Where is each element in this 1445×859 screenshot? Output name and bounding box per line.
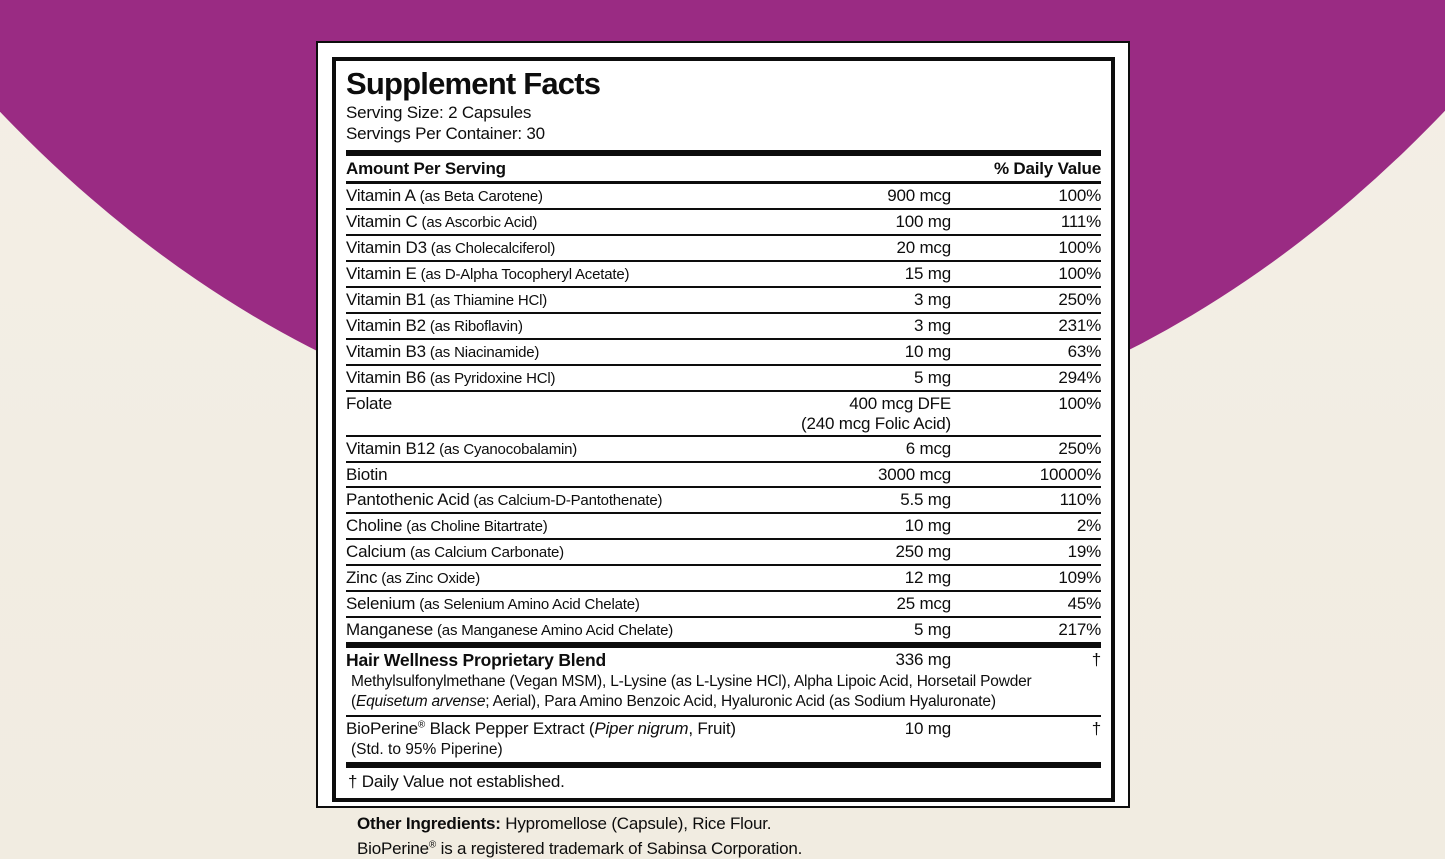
nutrient-amount: 3 mg <box>914 289 951 309</box>
nutrient-daily-value: 231% <box>1058 315 1101 335</box>
nutrient-amount: 400 mcg DFE (240 mcg Folic Acid) <box>801 393 951 433</box>
nutrient-daily-value: 100% <box>1058 393 1101 413</box>
other-ingredients-label: Other Ingredients: <box>357 813 501 833</box>
nutrient-amount: 5 mg <box>914 367 951 387</box>
bioperine-botanical-name: Piper nigrum <box>594 718 689 738</box>
nutrient-amount: 100 mg <box>895 211 951 231</box>
nutrient-name: Vitamin C (as Ascorbic Acid) <box>346 211 538 231</box>
bioperine-amount: 10 mg <box>904 718 951 738</box>
nutrient-row <box>346 461 1101 486</box>
other-ingredients-text: Hypromellose (Capsule), Rice Flour. <box>500 813 772 833</box>
bioperine-dv: † <box>1091 718 1101 738</box>
nutrient-daily-value: 45% <box>1067 593 1101 613</box>
nutrient-name: Vitamin D3 (as Cholecalciferol) <box>346 237 556 257</box>
nutrient-name: Selenium (as Selenium Amino Acid Chelate) <box>346 593 640 613</box>
nutrient-row <box>346 486 1101 512</box>
nutrient-row <box>346 538 1101 564</box>
nutrient-name: Vitamin E (as D-Alpha Tocopheryl Acetate) <box>346 263 630 283</box>
nutrient-amount: 250 mg <box>895 541 951 561</box>
nutrient-name: Vitamin B3 (as Niacinamide) <box>346 341 540 361</box>
registered-mark: ® <box>417 718 426 730</box>
nutrient-daily-value: 250% <box>1058 289 1101 309</box>
nutrient-amount: 15 mg <box>904 263 951 283</box>
column-headers <box>346 156 1101 184</box>
nutrient-daily-value: 111% <box>1060 211 1101 231</box>
nutrient-amount: 25 mcg <box>896 593 951 613</box>
servings-per-container: Servings Per Container: 30 <box>346 124 545 144</box>
trademark-brand: BioPerine <box>357 839 429 859</box>
nutrient-amount: 5 mg <box>914 619 951 639</box>
nutrient-name: Vitamin B6 (as Pyridoxine HCl) <box>346 367 556 387</box>
nutrient-row <box>346 338 1101 364</box>
nutrient-row <box>346 512 1101 538</box>
nutrient-name: Vitamin B12 (as Cyanocobalamin) <box>346 438 578 458</box>
other-ingredients-line <box>357 811 1115 837</box>
nutrient-daily-value: 110% <box>1059 489 1101 509</box>
nutrient-name: Vitamin B1 (as Thiamine HCl) <box>346 289 548 309</box>
bioperine-text: , Fruit) <box>688 718 736 738</box>
bioperine-row <box>346 717 1101 740</box>
nutrient-name: Folate <box>346 393 393 413</box>
nutrient-row <box>346 435 1101 461</box>
nutrient-daily-value: 217% <box>1058 619 1101 639</box>
nutrient-daily-value: 10000% <box>1039 464 1101 484</box>
nutrient-daily-value: 2% <box>1076 515 1101 535</box>
nutrient-row <box>346 364 1101 390</box>
blend-name: Hair Wellness Proprietary Blend <box>346 649 606 670</box>
nutrient-daily-value: 100% <box>1058 263 1101 283</box>
registered-mark: ® <box>428 839 437 851</box>
blend-dv: † <box>1091 649 1101 669</box>
bioperine-name <box>346 719 791 739</box>
nutrient-name: Biotin <box>346 464 388 484</box>
nutrient-name: Zinc (as Zinc Oxide) <box>346 567 480 587</box>
bioperine-brand: BioPerine <box>346 718 418 738</box>
nutrient-name: Vitamin B2 (as Riboflavin) <box>346 315 523 335</box>
label-footer <box>332 802 1115 859</box>
nutrient-amount: 3 mg <box>914 315 951 335</box>
nutrient-name: Vitamin A (as Beta Carotene) <box>346 185 543 205</box>
nutrient-amount: 3000 mcg <box>877 464 951 484</box>
daily-value-footnote: † Daily Value not established. <box>348 771 565 791</box>
panel-title: Supplement Facts <box>346 66 601 101</box>
supplement-facts-label <box>316 41 1130 859</box>
nutrient-row <box>346 208 1101 234</box>
nutrient-row <box>346 616 1101 642</box>
nutrient-row <box>346 286 1101 312</box>
nutrient-daily-value: 294% <box>1058 367 1101 387</box>
blend-ingredients <box>346 672 1101 715</box>
nutrient-row <box>346 234 1101 260</box>
nutrient-amount: 10 mg <box>904 341 951 361</box>
nutrient-amount: 900 mcg <box>887 185 951 205</box>
nutrient-daily-value: 250% <box>1058 438 1101 458</box>
blend-ingredients-text: Methylsulfonylmethane (Vegan MSM), L-Lysine (as L-Lysine HCl), Alpha Lipoic Acid, Horsetail Powder ( <box>351 672 1032 710</box>
nutrient-row <box>346 260 1101 286</box>
nutrient-daily-value: 63% <box>1067 341 1101 361</box>
nutrient-row <box>346 390 1101 435</box>
nutrient-amount: 5.5 mg <box>900 489 951 509</box>
nutrient-rows <box>346 184 1101 642</box>
bioperine-text: Black Pepper Extract ( <box>425 718 595 738</box>
nutrient-amount: 6 mcg <box>905 438 951 458</box>
nutrient-daily-value: 100% <box>1058 237 1101 257</box>
nutrient-amount: 12 mg <box>904 567 951 587</box>
blend-botanical-name: Equisetum arvense <box>355 692 486 710</box>
nutrient-row <box>346 590 1101 616</box>
amount-per-serving-header: Amount Per Serving <box>346 158 506 178</box>
serving-size: Serving Size: 2 Capsules <box>346 103 532 123</box>
nutrient-amount: 10 mg <box>904 515 951 535</box>
blend-row <box>346 648 1101 672</box>
nutrient-name: Choline (as Choline Bitartrate) <box>346 515 548 535</box>
nutrient-row <box>346 564 1101 590</box>
supplement-facts-panel <box>332 57 1115 802</box>
bioperine-standardization: (Std. to 95% Piperine) <box>351 740 503 758</box>
nutrient-daily-value: 109% <box>1058 567 1101 587</box>
nutrient-daily-value: 19% <box>1067 541 1101 561</box>
blend-amount: 336 mg <box>895 649 951 669</box>
daily-value-header: % Daily Value <box>993 158 1101 178</box>
trademark-text: is a registered trademark of Sabinsa Corporation. <box>436 839 803 859</box>
nutrient-name: Manganese (as Manganese Amino Acid Chelate) <box>346 619 674 639</box>
nutrient-row <box>346 184 1101 208</box>
nutrient-daily-value: 100% <box>1058 185 1101 205</box>
nutrient-amount: 20 mcg <box>896 237 951 257</box>
blend-ingredients-text: ; Aerial), Para Amino Benzoic Acid, Hyaluronic Acid (as Sodium Hyaluronate) <box>485 692 996 710</box>
nutrient-row <box>346 312 1101 338</box>
nutrient-name: Pantothenic Acid (as Calcium-D-Pantothenate) <box>346 489 663 509</box>
trademark-line <box>357 836 1115 859</box>
nutrient-name: Calcium (as Calcium Carbonate) <box>346 541 564 561</box>
